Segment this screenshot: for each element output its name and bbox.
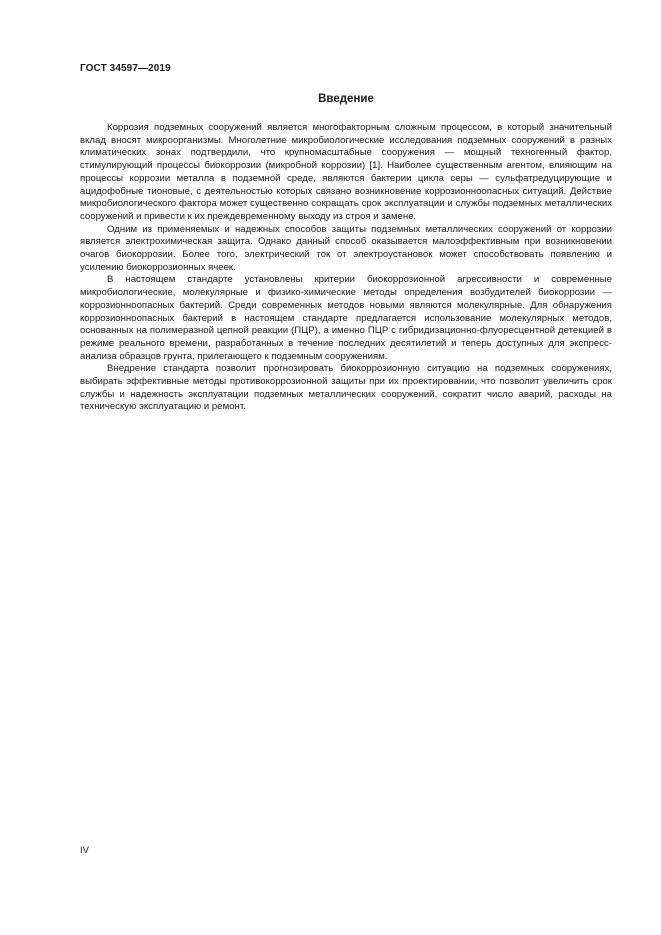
standard-header: ГОСТ 34597—2019	[80, 63, 171, 74]
paragraph: Коррозия подземных сооружений является многофакторным сложным процессом, в который значительный вклад вносят микроорганизмы. Многолетние микробиологические исследования подземных сооружений в разных климатических зонах подтвердили, что крупномасштабные сооружения — мощный техногенный фактор, стимулирующий процессы биокоррозии (микробной коррозии) [1]. Наиболее существенным агентом, влияющим на процессы коррозии металла в подземной среде, являются бактерии цикла серы — сульфатредуцирующие и ацидофобные тионовые, с деятельностью которых связано возникновение коррозионноопасных ситуаций. Действие микробиологического фактора может существенно сокращать срок эксплуатации и службы подземных металлических сооружений и привести к их преждевременному выходу из строя и замене.	[80, 122, 612, 222]
paragraph: В настоящем стандарте установлены критерии биокоррозионной агрессивности и современные микробиологические, молекулярные и физико-химические методы определения возбудителей биокоррозии — коррозионноопасных бактерий. Среди современных методов новыми являются молекулярные. Для обнаружения коррозионноопасных бактерий в настоящем стандарте предлагается использование молекулярных методов, основанных на полимеразной цепной реакции (ПЦР), а именно ПЦР с гибридизационно-флуоресцентной детекцией в режиме реального времени, разработанных в течение последних десятилетий и теперь доступных для экспресс-анализа образцов грунта, прилегающего к подземным сооружениям.	[80, 274, 612, 362]
section-body	[80, 122, 612, 414]
section-title: Введение	[318, 93, 374, 105]
page-number: IV	[80, 845, 89, 856]
paragraph: Внедрение стандарта позволит прогнозировать биокоррозионную ситуацию на подземных сооружениях, выбирать эффективные методы противокоррозионной защиты при их проектировании, что позволит увеличить срок службы и надежность эксплуатации подземных металлических сооружений, сократит число аварий, расходы на техническую эксплуатацию и ремонт.	[80, 363, 612, 413]
paragraph: Одним из применяемых и надежных способов защиты подземных металлических сооружений от коррозии является электрохимическая защита. Однако данный способ оказывается малоэффективным при возникновении очагов биокоррозии. Более того, электрический ток от электроустановок может способствовать появлению и усилению биокоррозионных ячеек.	[80, 223, 612, 273]
